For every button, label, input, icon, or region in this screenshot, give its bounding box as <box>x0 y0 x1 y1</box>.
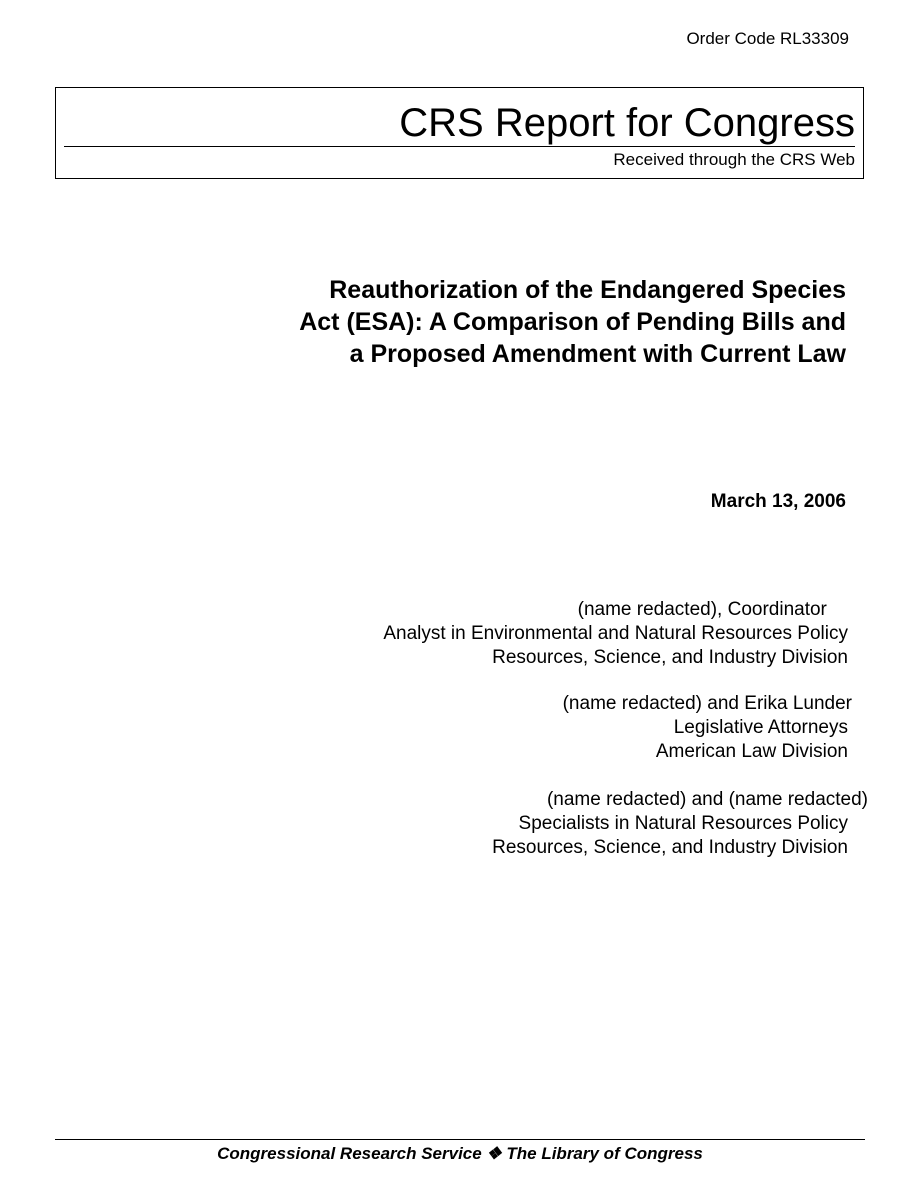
author-names: (name redacted) and (name redacted) <box>546 789 868 810</box>
author-group <box>200 788 868 860</box>
header-title: CRS Report for Congress <box>399 101 855 145</box>
report-title-line: Reauthorization of the Endangered Species <box>329 276 846 304</box>
author-title: Legislative Attorneys <box>673 717 848 738</box>
author-names: (name redacted) and Erika Lunder <box>562 693 852 714</box>
order-code: Order Code RL33309 <box>686 29 849 48</box>
author-division: American Law Division <box>655 741 848 762</box>
author-division: Resources, Science, and Industry Division <box>492 837 848 858</box>
author-title: Analyst in Environmental and Natural Resources Policy <box>383 623 848 644</box>
author-group <box>200 692 852 764</box>
report-title <box>146 274 846 370</box>
header-subtitle: Received through the CRS Web <box>613 150 855 169</box>
author-group <box>200 598 848 670</box>
footer-text: Congressional Research Service ❖ The Library of Congress <box>217 1144 703 1163</box>
report-title-line: Act (ESA): A Comparison of Pending Bills and <box>299 308 846 336</box>
report-date: March 13, 2006 <box>710 491 846 512</box>
author-names: (name redacted), Coordinator <box>577 599 848 620</box>
header-divider <box>64 146 855 147</box>
author-division: Resources, Science, and Industry Division <box>492 647 848 668</box>
report-title-line: a Proposed Amendment with Current Law <box>349 340 846 368</box>
report-header-box <box>55 87 864 179</box>
footer-divider <box>55 1139 865 1140</box>
author-title: Specialists in Natural Resources Policy <box>518 813 848 834</box>
